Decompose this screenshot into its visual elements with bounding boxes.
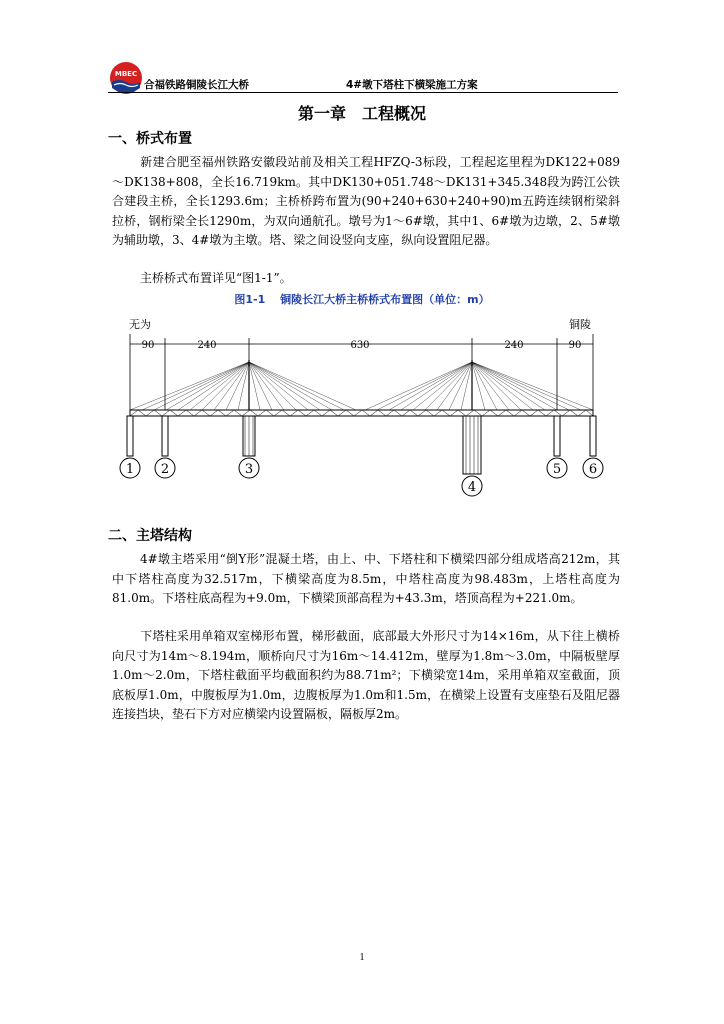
header-divider — [108, 92, 618, 93]
paragraph-text: 主桥桥式布置详见“图1-1”。 — [140, 271, 292, 285]
bridge-towers — [249, 360, 472, 410]
span-label: 90 — [568, 340, 582, 351]
header-project-name: 合福铁路铜陵长江大桥 — [144, 79, 249, 91]
paragraph-text: 下塔柱采用单箱双室梯形布置，梯形截面，底部最大外形尺寸为14×16m，从下往上横桥向尺寸为14m～8.194m，顺桥向尺寸为16m～14.412m，壁厚为1.8m～3.0m，中隔板壁厚1.0m～2.0m，下塔柱截面平均截面积约为88.71m²；下横梁宽14m，采用单箱双室截面，顶底板厚1.0m，中腹板厚为1.0m，边腹板厚为1.0m和1.5m，在横梁上设置有支座垫石及阻尼器连接挡块，垫石下方对应横梁内设置隔板，隔板厚2m。 — [112, 629, 620, 721]
header-document-title: 4#墩下塔柱下横梁施工方案 — [346, 79, 478, 91]
paragraph-text: 4#墩主塔采用“倒Y形”混凝土塔，由上、中、下塔柱和下横梁四部分组成塔高212m，其中下塔柱高度为32.517m，下横梁高度为8.5m，中塔柱高度为98.483m，上塔柱高度为81.0m。下塔柱底高程为+9.0m，下横梁顶部高程为+43.3m，塔顶高程为+221.0m。 — [112, 552, 620, 605]
paragraph-lower-tower — [112, 627, 620, 725]
paragraph-text: 新建合肥至福州铁路安徽段站前及相关工程HFZQ-3标段，工程起迄里程为DK122+089～DK138+808，全长16.719km。其中DK130+051.748～DK131+345.348段为跨江公铁合建段主桥，全长1293.6m；主桥桥跨布置为(90+240+630+240+90)m五跨连续钢桁梁斜拉桥，钢桁梁全长1290m，为双向通航孔。墩号为1～6#墩，其中1、6#墩为边墩，2、5#墩为辅助墩，3、4#墩为主墩。塔、梁之间设竖向支座，纵向设置阻尼器。 — [112, 155, 620, 247]
paragraph-figure-reference — [112, 269, 620, 289]
pier-markers — [120, 458, 603, 496]
paragraph-bridge-layout — [112, 153, 620, 251]
span-label: 630 — [350, 340, 370, 351]
pier-number: 3 — [244, 462, 254, 477]
section-title-main-tower: 二、主塔结构 — [108, 528, 192, 544]
stay-cables — [130, 362, 593, 410]
pier-number: 5 — [552, 462, 562, 477]
page-number: 1 — [359, 952, 365, 963]
mbec-logo-icon — [108, 60, 144, 96]
bridge-layout-diagram — [108, 310, 620, 500]
bridge-piers — [127, 416, 596, 474]
section-title-bridge-layout: 一、桥式布置 — [108, 131, 192, 147]
span-label: 240 — [504, 340, 524, 351]
pier-number: 6 — [588, 462, 598, 477]
chapter-title: 第一章 工程概况 — [297, 104, 426, 123]
figure-caption: 图1-1 铜陵长江大桥主桥桥式布置图（单位：m） — [234, 293, 490, 306]
pier-number: 2 — [160, 462, 170, 477]
paragraph-tower-overview — [112, 550, 620, 609]
pier-number: 4 — [467, 480, 477, 495]
right-end-label: 铜陵 — [569, 318, 591, 331]
page-header — [108, 60, 618, 94]
logo-text: MBEC — [114, 70, 138, 78]
left-end-label: 无为 — [129, 318, 151, 331]
pier-number: 1 — [125, 462, 135, 477]
span-label: 90 — [141, 340, 155, 351]
span-label: 240 — [197, 340, 217, 351]
